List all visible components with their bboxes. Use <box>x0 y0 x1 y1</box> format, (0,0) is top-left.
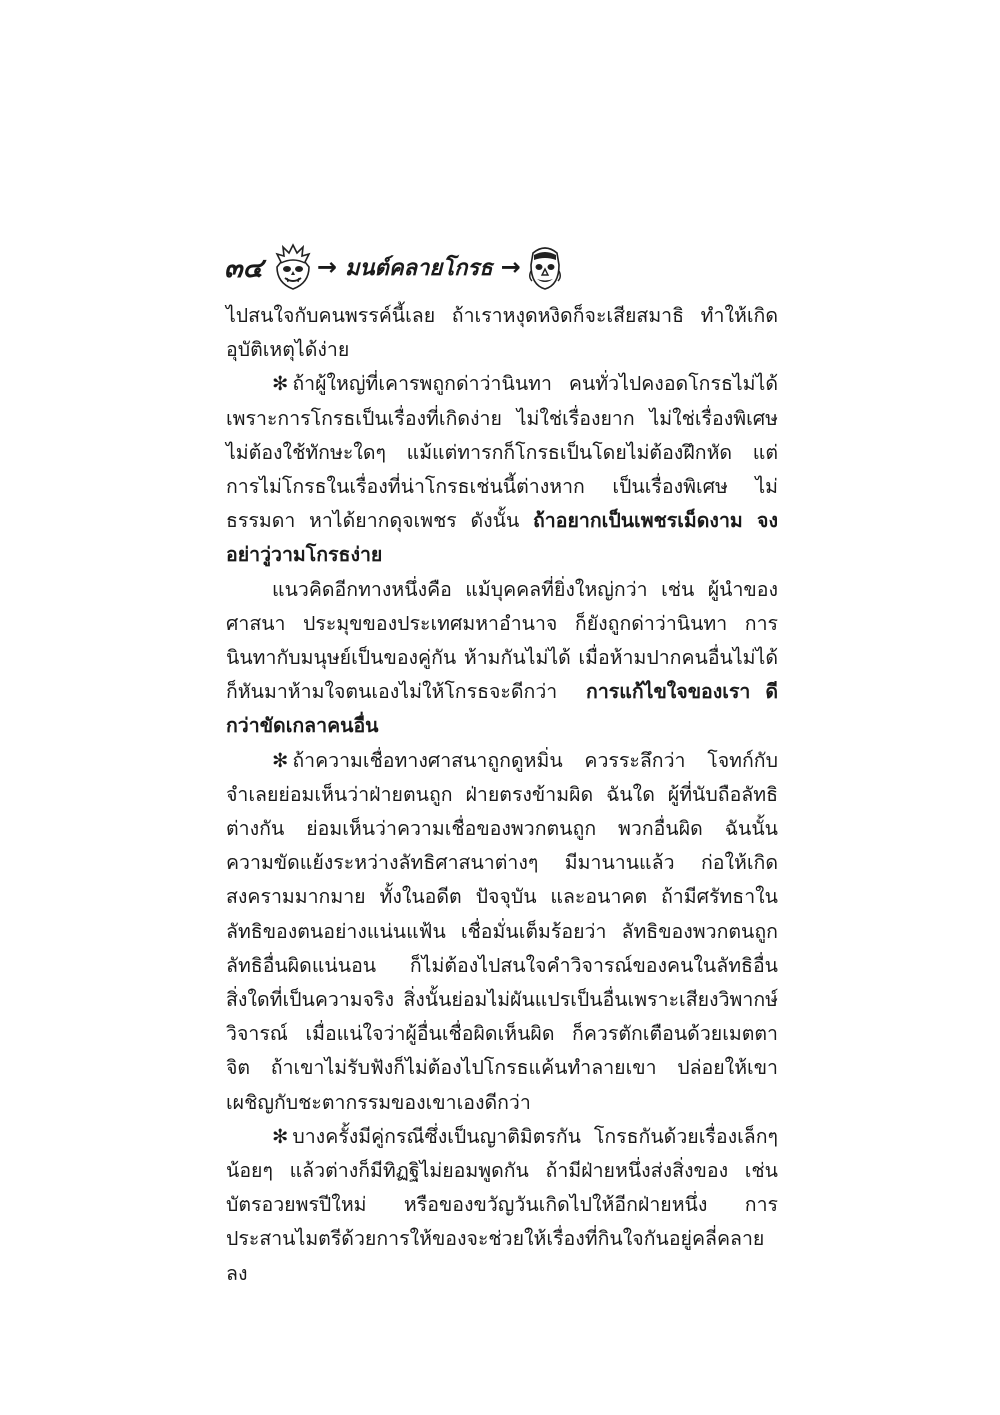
asterisk-bullet-icon: ✻ <box>272 372 289 396</box>
paragraph <box>226 1120 778 1291</box>
asterisk-bullet-icon: ✻ <box>272 1124 289 1148</box>
paragraph-text: ถ้าผู้ใหญ่ที่เคารพถูกด่าว่านินทา คนทั่วไปคงอดโกรธไม่ได้ เพราะการโกรธเป็นเรื่องที่เกิดง่าย ไม่ใช่เรื่องยาก ไม่ใช่เรื่องพิเศษ ไม่ต้องใช้ทักษะใดๆ แม้แต่ทารกก็โกรธเป็นโดยไม่ต้องฝึกหัด แต่การไม่โกรธในเรื่องที่น่าโกรธเช่นนี้ต่างหาก เป็นเรื่องพิเศษ ไม่ธรรมดา หาได้ยากดุจเพชร ดังนั้น <box>226 372 778 533</box>
bold-emphasis: ถ้าอยากเป็นเพชรเม็ดงาม จงอย่าวู่วามโกรธง่าย <box>226 509 778 567</box>
paragraph <box>226 573 778 744</box>
asterisk-bullet-icon: ✻ <box>272 748 289 772</box>
arrow-icon: → <box>316 253 338 281</box>
paragraph <box>226 367 778 572</box>
bold-emphasis: การแก้ไขใจของเรา ดีกว่าขัดเกลาคนอื่น <box>226 680 779 738</box>
paragraph-text: บางครั้งมีคู่กรณีซึ่งเป็นญาติมิตรกัน โกรธกันด้วยเรื่องเล็กๆ น้อยๆ แล้วต่างก็มีทิฏฐิไม่ยอมพูดกัน ถ้ามีฝ่ายหนึ่งส่งสิ่งของ เช่น บัตรอวยพรปีใหม่ หรือของขวัญวันเกิดไปให้อีกฝ่ายหนึ่ง การประสานไมตรีด้วยการให้ของจะช่วยให้เรื่องที่กินใจกันอยู่คลี่คลายลง <box>226 1124 778 1285</box>
hermit-mask-icon <box>525 243 565 291</box>
page-header <box>224 236 784 298</box>
paragraph-text: ถ้าความเชื่อทางศาสนาถูกดูหมิ่น ควรระลึกว่า โจทก์กับจำเลยย่อมเห็นว่าฝ่ายตนถูก ฝ่ายตรงข้ามผิด ฉันใด ผู้ที่นับถือลัทธิต่างกัน ย่อมเห็นว่าความเชื่อของพวกตนถูก พวกอื่นผิด ฉันนั้น ความขัดแย้งระหว่างลัทธิศาสนาต่างๆ มีมานานแล้ว ก่อให้เกิดสงครามมากมาย ทั้งในอดีต ปัจจุบัน และอนาคต ถ้ามีศรัทธาในลัทธิของตนอย่างแน่นแฟ้น เชื่อมั่นเต็มร้อยว่า ลัทธิของพวกตนถูก ลัทธิอื่นผิดแน่นอน ก็ไม่ต้องไปสนใจคำวิจารณ์ของคนในลัทธิอื่น สิ่งใดที่เป็นความจริง สิ่งนั้นย่อมไม่ผันแปรเป็นอื่นเพราะเสียงวิพากษ์วิจารณ์ เมื่อแน่ใจว่าผู้อื่นเชื่อผิดเห็นผิด ก็ควรตักเตือนด้วยเมตตาจิต ถ้าเขาไม่รับฟังก็ไม่ต้องไปโกรธแค้นทำลายเขา ปล่อยให้เขาเผชิญกับชะตากรรมของเขาเองดีกว่า <box>226 748 778 1114</box>
paragraph-text: แนวคิดอีกทางหนึ่งคือ แม้บุคคลที่ยิ่งใหญ่กว่า เช่น ผู้นำของศาสนา ประมุขของประเทศมหาอำนาจ ก็ยังถูกด่าว่านินทา การนินทากับมนุษย์เป็นของคู่กัน ห้ามกันไม่ได้ เมื่อห้ามปากคนอื่นไม่ได้ ก็หันมาห้ามใจตนเองไม่ให้โกรธจะดีกว่า <box>226 577 778 704</box>
running-title: มนต์คลายโกรธ <box>345 254 493 281</box>
paragraph <box>226 744 778 1120</box>
paragraph <box>226 299 778 367</box>
yaksha-mask-icon <box>273 243 313 291</box>
body-text <box>226 299 778 1291</box>
paragraph-text: ไปสนใจกับคนพรรค์นี้เลย ถ้าเราหงุดหงิดก็จะเสียสมาธิ ทำให้เกิดอุบัติเหตุได้ง่าย <box>226 304 778 362</box>
page-number: ๓๔ <box>224 252 263 284</box>
arrow-icon: → <box>500 253 521 281</box>
